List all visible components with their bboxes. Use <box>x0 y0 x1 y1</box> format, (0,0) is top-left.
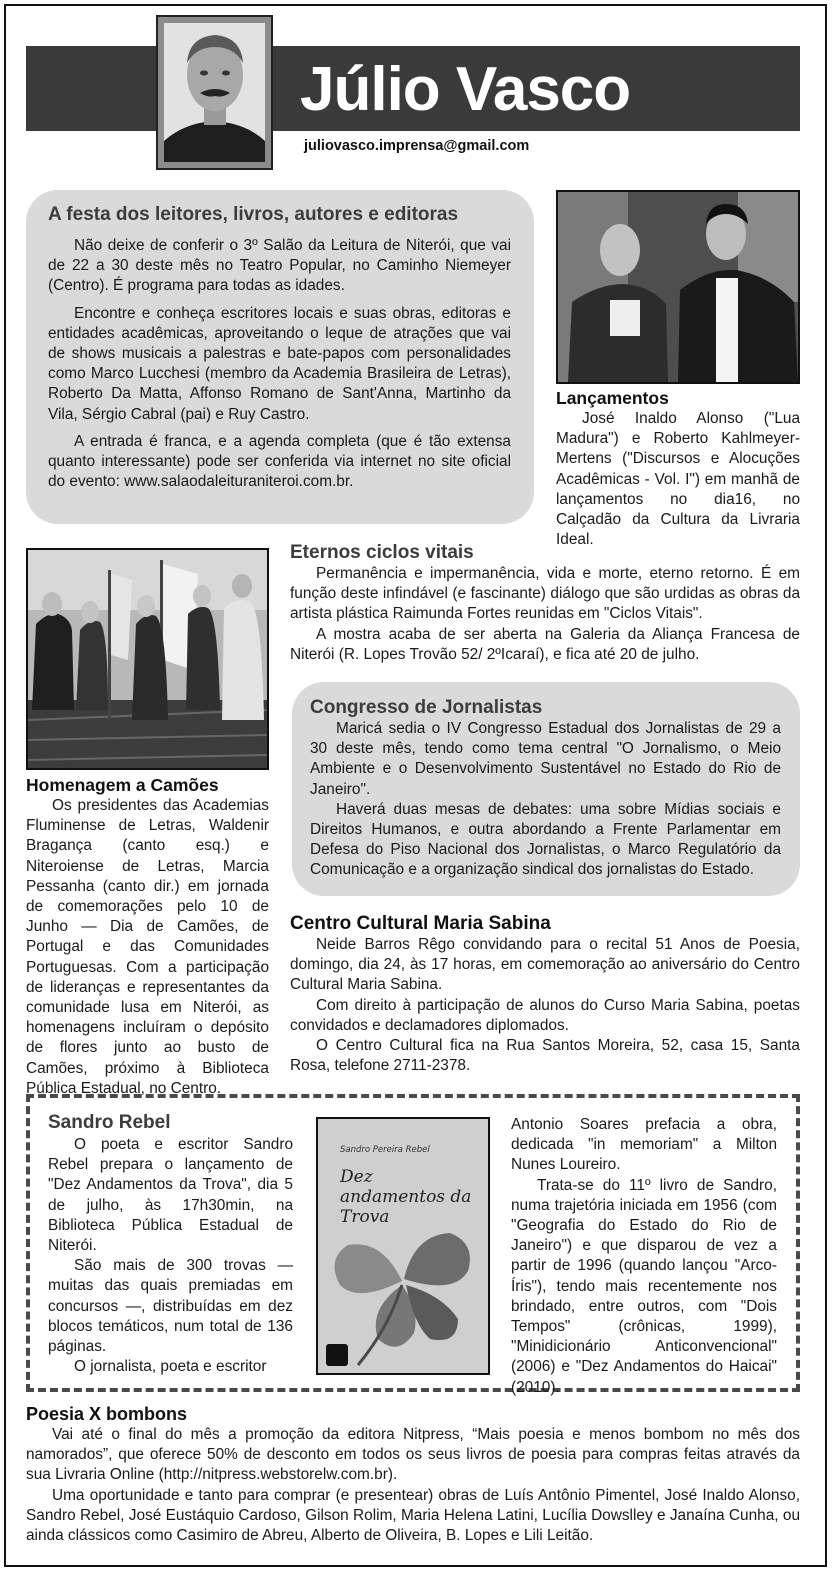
paragraph: Antonio Soares prefacia a obra, dedicada "in memoriam" a Milton Nunes Loureiro. <box>511 1116 777 1174</box>
lancamentos-title: Lançamentos <box>556 388 669 408</box>
paragraph: A mostra acaba de ser aberta na Galeria da Aliança Francesa de Niterói (R. Lopes Trovão 52/ 2ºIcaraí), e fica até 20 de julho. <box>290 625 800 663</box>
homenagem-title: Homenagem a Camões <box>26 775 219 795</box>
paragraph: A entrada é franca, e a agenda completa (que é tão extensa quanto interessante) pode ser conferida via internet no site oficial do evento: www.salaodaleituraniteroi.com.br. <box>48 432 511 491</box>
paragraph: Neide Barros Rêgo convidando para o recital 51 Anos de Poesia, domingo, dia 24, às 17 horas, em comemoração ao aniversário do Centro Cultural Maria Sabina. <box>290 936 800 994</box>
paragraph: Uma oportunidade e tanto para comprar (e presentear) obras de Luís Antônio Pimentel, José Inaldo Alonso, Sandro Rebel, José Eustáquio Cardoso, Gilson Rolim, Maria Helena Latini, Lucília Dowslley e Janaína Cunha, ou ainda clássicos como Casimiro de Abreu, Alberto de Oliveira, B. Lopes e Lili Leitão. <box>26 1486 800 1545</box>
book-author: Sandro Pereira Rebel <box>340 1145 430 1155</box>
column-author-name: Júlio Vasco <box>300 55 631 124</box>
book-cover <box>316 1117 490 1375</box>
paragraph: Haverá duas mesas de debates: uma sobre Mídias sociais e Direitos Humanos, e outra abordando a Frente Parlamentar em Defesa do Piso Nacional dos Jornalistas, o Marco Regulatório da Comunicação e a organização sindical dos jornalistas do Estado. <box>310 800 781 879</box>
homenagem-body <box>26 796 269 1099</box>
congresso-title: Congresso de Jornalistas <box>310 697 543 718</box>
poesia-title: Poesia X bombons <box>26 1404 188 1424</box>
lancamentos-body <box>556 409 800 550</box>
paragraph: Os presidentes das Academias Fluminense de Letras, Waldenir Bragança (canto esq.) e Niteroiense de Letras, Marcia Pessanha (canto dir.) em jornada de comemorações pelo 10 de Junho — Dia de Camões, de Portugal e das Comunidades Portuguesas. Com a participação de lideranças e representantes da comunidade lusa em Niterói, as homenagens incluíram o depósito de flores junto ao busto de Camões, próximo à Biblioteca Pública Estadual, no Centro. <box>26 797 269 1097</box>
paragraph: São mais de 300 trovas — muitas das quais premiadas em concursos —, distribuídas em dez blocos temáticos, num total de 136 páginas. <box>48 1257 293 1356</box>
sandro-title: Sandro Rebel <box>48 1112 171 1133</box>
author-email: juliovasco.imprensa@gmail.com <box>304 138 530 154</box>
congresso-body <box>310 719 781 881</box>
paragraph: José Inaldo Alonso ("Lua Madura") e Roberto Kahlmeyer-Mertens ("Discursos e Alocuções Acadêmicas - Vol. I") em manhã de lançamentos no dia16, no Calçadão da Cultura da Livraria Ideal. <box>556 410 800 549</box>
paragraph: Com direito à participação de alunos do Curso Maria Sabina, poetas convidados e declamadores diplomados. <box>290 996 800 1034</box>
author-photo <box>156 15 273 170</box>
poesia-body <box>26 1425 800 1546</box>
homenagem-photo <box>26 548 269 770</box>
paragraph: O jornalista, poeta e escritor <box>74 1358 267 1376</box>
paragraph: Trata-se do 11º livro de Sandro, numa trajetória iniciada em 1956 (com "Geografia do Estado do Rio de Janeiro") e que disparou de vez a partir de 1996 (quando lançou "Arco-Íris"), tendo mais recentemente nos brindado, entre outros, com "Dois Tempos" (crônicas, 1999), "Minidicionário Anticonvencional" (2006) e "Dez Andamentos do Haicai" (2010). <box>511 1176 777 1396</box>
paragraph: Não deixe de conferir o 3º Salão da Leitura de Niterói, que vai de 22 a 30 deste mês no Teatro Popular, no Caminho Niemeyer (Centro). É programa para todas as idades. <box>48 237 511 295</box>
eternos-title: Eternos ciclos vitais <box>290 542 474 563</box>
sandro-column-2 <box>511 1115 777 1398</box>
paragraph: O poeta e escritor Sandro Rebel prepara o lançamento de "Dez Andamentos da Trova", dia 5 de julho, às 17h30min, na Biblioteca Pública Estadual de Niterói. <box>48 1136 293 1255</box>
paragraph: Permanência e impermanência, vida e morte, eterno retorno. É em função deste infindável (e fascinante) diálogo que são urdidas as obras da artista plástica Raimunda Fortes reunidas em "Ciclos Vitais". <box>290 565 800 623</box>
festa-body <box>48 236 511 499</box>
book-title: Dez andamentos da Trova <box>340 1167 472 1227</box>
publisher-logo <box>326 1344 348 1366</box>
eternos-body <box>290 564 800 665</box>
paragraph: O Centro Cultural fica na Rua Santos Moreira, 52, casa 15, Santa Rosa, telefone 2711-2378. <box>290 1037 800 1075</box>
festa-title: A festa dos leitores, livros, autores e editoras <box>48 204 459 225</box>
paragraph: Encontre e conheça escritores locais e suas obras, editoras e entidades acadêmicas, aproveitando o leque de atrações que vai de shows musicais a palestras e bate-papos com personalidades como Marco Lucchesi (membro da Academia Brasileira de Letras), Roberto Da Matta, Affonso Romano de Sant'Anna, Martinho da Vila, Sérgio Cabral (pai) e Ruy Castro. <box>48 304 511 423</box>
author-portrait <box>164 23 265 162</box>
centro-title: Centro Cultural Maria Sabina <box>290 913 551 934</box>
paragraph: Maricá sedia o IV Congresso Estadual dos Jornalistas de 29 a 30 deste mês, tendo como tema central "O Jornalismo, o Meio Ambiente e o Desenvolvimento Sustentável no Estado do Rio de Janeiro". <box>310 720 781 798</box>
centro-body <box>290 935 800 1076</box>
sandro-column-1 <box>48 1135 293 1377</box>
lancamentos-photo <box>556 190 800 384</box>
paragraph: Vai até o final do mês a promoção da editora Nitpress, “Mais poesia e menos bombom no mês dos namorados”, que oferece 50% de desconto em todos os seus livros de poesia para compras feitas através da sua Livraria Online (http://nitpress.webstorelw.com.br). <box>26 1426 800 1484</box>
clover-icon <box>318 1119 488 1373</box>
